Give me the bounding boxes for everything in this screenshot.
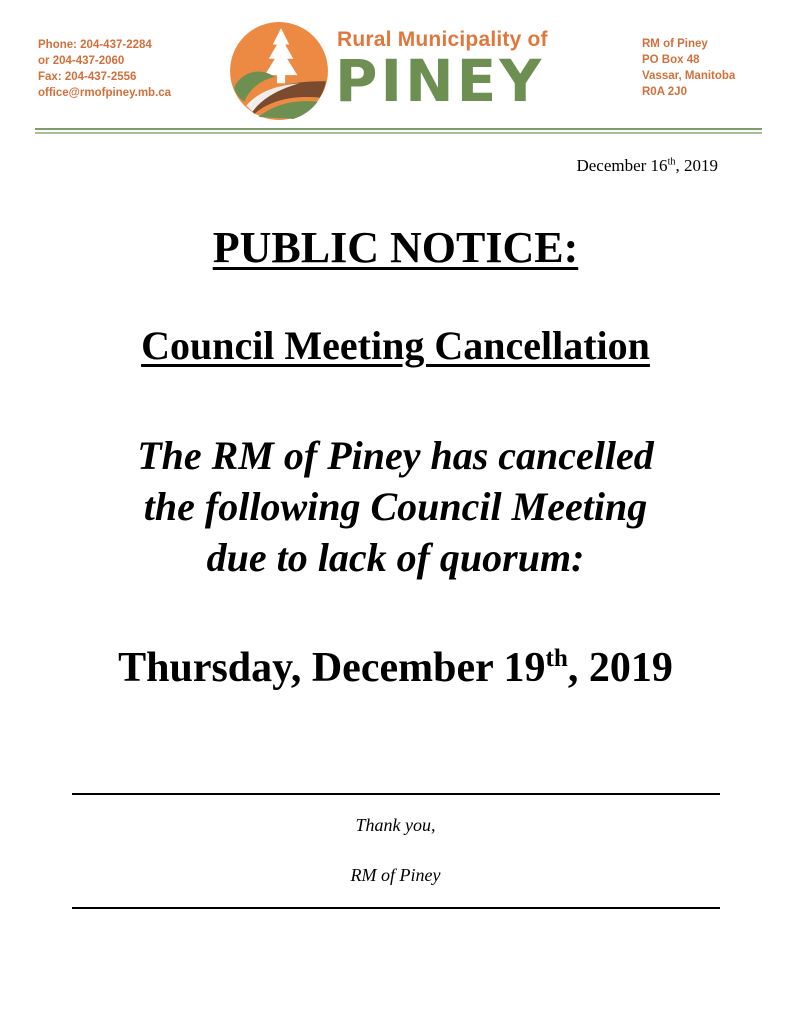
- page-title: [0, 220, 791, 276]
- notice-message-line: The RM of Piney has cancelled: [137, 433, 654, 478]
- city-province: Vassar, Manitoba: [642, 70, 736, 82]
- signature-text: RM of Piney: [350, 865, 441, 885]
- po-box: PO Box 48: [642, 54, 700, 66]
- fax-number: Fax: 204-437-2556: [38, 71, 137, 83]
- notice-message: [0, 430, 791, 583]
- alternate-phone-number: or 204-437-2060: [38, 55, 125, 67]
- meeting-date-prefix: Thursday, December 19: [118, 645, 546, 691]
- notice-date-suffix: th: [667, 156, 676, 168]
- contact-info-right: [642, 36, 735, 100]
- footer-divider-top: [72, 793, 720, 795]
- logo-tagline: Rural Municipality of: [337, 28, 548, 51]
- postal-code: R0A 2J0: [642, 86, 687, 98]
- page-subtitle-text: Council Meeting Cancellation: [141, 323, 650, 368]
- logo-wordmark: PINEY: [335, 47, 545, 115]
- header-divider: [35, 128, 762, 130]
- notice-message-line: the following Council Meeting: [143, 484, 648, 529]
- footer-divider-bottom: [72, 907, 720, 909]
- header-divider-secondary: [35, 132, 762, 134]
- contact-info-left: [38, 37, 171, 101]
- cancelled-meeting-date: [0, 640, 791, 696]
- notice-date-year: , 2019: [675, 156, 718, 175]
- email-address: office@rmofpiney.mb.ca: [38, 87, 172, 99]
- pine-tree-field-icon: [228, 20, 330, 122]
- page-subtitle: [0, 320, 791, 372]
- notice-date: [576, 156, 718, 176]
- organization-name: RM of Piney: [642, 38, 708, 50]
- page-title-text: PUBLIC NOTICE:: [212, 223, 579, 272]
- phone-number: Phone: 204-437-2284: [38, 39, 152, 51]
- notice-message-line: due to lack of quorum:: [206, 535, 585, 580]
- notice-date-prefix: December 16: [576, 156, 668, 175]
- meeting-date-year: , 2019: [567, 645, 673, 691]
- meeting-date-suffix: th: [545, 645, 568, 672]
- thanks-text: Thank you,: [355, 815, 436, 835]
